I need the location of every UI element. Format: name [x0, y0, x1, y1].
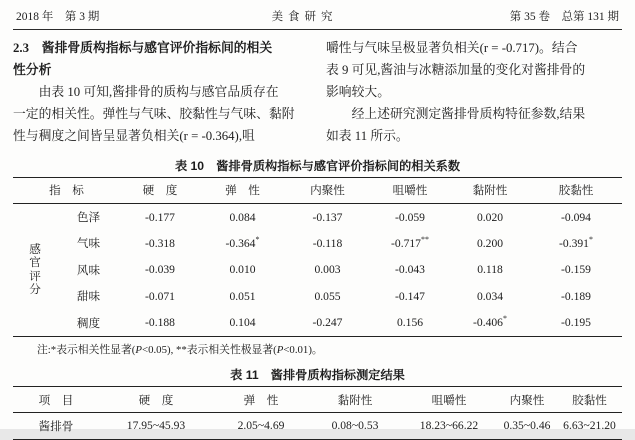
paragraph-line: 由表 10 可知,酱排骨的质构与感官品质存在 [13, 84, 279, 99]
table11-column-header: 内聚性 [497, 386, 557, 412]
table11-cell: 酱排骨 [38, 419, 74, 433]
section-heading-line: 2.3 酱排骨质构指标与感官评价指标间的相关 [13, 41, 273, 55]
table11-column-header: 硬 度 [99, 386, 213, 412]
table11-title: 表 11 酱排骨质构指标测定结果 [230, 367, 405, 382]
table10-row [13, 203, 622, 230]
journal-title: 美食研究 [271, 11, 338, 23]
significance-marker: * [588, 235, 593, 245]
table10-cell [285, 203, 370, 230]
correlation-value: -0.318 [145, 236, 175, 250]
correlation-value: 0.055 [314, 289, 341, 303]
table10-cell [530, 257, 622, 283]
table10-cell [285, 309, 370, 336]
table11-cell: 17.95~45.93 [126, 419, 186, 433]
table10-cell [120, 257, 200, 283]
correlation-value: 0.104 [229, 316, 256, 330]
correlation-value: -0.717 [391, 236, 421, 250]
table10-column-header: 黏附性 [450, 177, 530, 203]
table10-row [13, 230, 622, 256]
table10-column-header: 内聚性 [285, 177, 370, 203]
correlation-value: -0.059 [395, 210, 425, 224]
table10-cell [285, 230, 370, 256]
note-text: 注:*表示相关性显著( [37, 343, 136, 356]
table10-cell [530, 309, 622, 336]
correlation-value: -0.247 [312, 316, 343, 330]
journal-issue-left: 2018 年 第 3 期 [16, 11, 100, 23]
table11-cell: 0.08~0.53 [331, 419, 379, 433]
table10-row [13, 309, 622, 336]
table10-cell [200, 257, 285, 283]
journal-issue-right: 第 35 卷 总第 131 期 [509, 11, 619, 23]
table10-correlation-table [13, 177, 622, 337]
correlation-value: -0.159 [561, 263, 591, 277]
correlation-value: 0.084 [229, 210, 256, 224]
table10-cell [530, 230, 622, 256]
table11-column-header: 黏附性 [309, 386, 401, 412]
body-columns [13, 38, 622, 148]
left-column [13, 38, 309, 148]
table11-column-header: 弹 性 [213, 386, 309, 412]
table10-cell [370, 257, 450, 283]
section-heading-line: 性分析 [13, 62, 52, 77]
correlation-value: -0.094 [561, 210, 591, 224]
paragraph-line: 如表 11 所示。 [326, 128, 409, 143]
row-group-char: 官 [29, 256, 41, 270]
table10-row-label: 气味 [76, 237, 101, 251]
table10-cell [530, 203, 622, 230]
note-p-symbol: P [135, 343, 142, 356]
correlation-value: -0.137 [312, 210, 343, 224]
table10-cell [120, 283, 200, 309]
table10-cell [370, 309, 450, 336]
correlation-value: -0.043 [395, 263, 425, 277]
table10-cell [370, 283, 450, 309]
correlation-value: -0.118 [312, 236, 343, 250]
table10-cell [285, 283, 370, 309]
paragraph-line: 嚼性与气味呈极显著负相关(r = -0.717)。结合 [326, 41, 578, 55]
note-text: <0.01)。 [283, 343, 323, 356]
correlation-value: 0.156 [396, 316, 424, 330]
table11-row [13, 413, 622, 439]
table10-column-header: 胶黏性 [530, 177, 622, 203]
significance-marker: * [255, 235, 260, 245]
table10-cell [450, 283, 530, 309]
table11-column-header: 咀嚼性 [401, 386, 497, 412]
note-text: <0.05), **表示相关性极显著( [141, 343, 277, 356]
correlation-value: -0.189 [561, 289, 591, 303]
paragraph-line: 性与稠度之间皆呈显著负相关(r = -0.364),咀 [13, 128, 255, 143]
table11-measurement-table [13, 386, 622, 440]
correlation-value: 0.010 [229, 263, 256, 277]
correlation-value: 0.020 [476, 210, 504, 224]
correlation-value: 0.118 [477, 263, 503, 277]
table11-cell: 18.23~66.22 [419, 419, 479, 433]
table10-cell [120, 230, 200, 256]
table10-column-header: 硬 度 [120, 177, 200, 203]
table10-title: 表 10 酱排骨质构指标与感官评价指标间的相关系数 [174, 158, 461, 173]
significance-marker: * [502, 314, 507, 324]
correlation-value: -0.071 [145, 289, 175, 303]
correlation-value: 0.003 [314, 263, 341, 277]
table10-header-row [13, 177, 622, 203]
table10-row-label: 稠度 [76, 316, 101, 330]
table11-column-header: 胶黏性 [557, 386, 622, 412]
table10-row-label: 风味 [76, 263, 101, 277]
note-p-symbol: P [276, 343, 284, 356]
journal-running-head [13, 6, 622, 30]
correlation-value: 0.200 [476, 236, 504, 250]
table10-row-label: 甜味 [76, 290, 101, 304]
correlation-value: 0.034 [476, 289, 504, 303]
table10-header-group: 指 标 [13, 177, 120, 203]
table10-cell [370, 203, 450, 230]
correlation-value: -0.391 [559, 236, 589, 250]
table10-cell [450, 203, 530, 230]
correlation-value: 0.051 [229, 289, 256, 303]
paragraph-line: 影响较大。 [326, 84, 390, 99]
table10-cell [120, 309, 200, 336]
table11-head [13, 386, 622, 412]
table10-cell [120, 203, 200, 230]
table10-cell [450, 257, 530, 283]
table10-cell [200, 203, 285, 230]
table10-column-header: 咀嚼性 [370, 177, 450, 203]
table10-cell [200, 283, 285, 309]
table10-cell [200, 230, 285, 256]
table10-cell [530, 283, 622, 309]
table10-column-header: 弹 性 [200, 177, 285, 203]
table10-note [37, 342, 622, 357]
table10-head [13, 177, 622, 203]
table10-cell [370, 230, 450, 256]
paragraph-line: 经上述研究测定酱排骨质构特征参数,结果 [326, 106, 586, 121]
table11-column-header: 项 目 [13, 386, 99, 412]
correlation-value: -0.364 [225, 236, 256, 250]
table10-row-label: 色泽 [76, 211, 101, 225]
table11-header-row [13, 386, 622, 412]
correlation-value: -0.406 [473, 316, 503, 330]
paragraph-line: 表 9 可见,酱油与冰糖添加量的变化对酱排骨的 [326, 62, 586, 77]
table11-cell: 2.05~4.69 [237, 419, 285, 433]
correlation-value: -0.195 [561, 316, 591, 330]
table11-cell: 6.63~21.20 [563, 419, 616, 433]
correlation-value: -0.188 [145, 316, 175, 330]
table10-row-group-label [13, 203, 57, 336]
table10-cell [285, 257, 370, 283]
right-column [326, 38, 622, 148]
table10-cell [200, 309, 285, 336]
table10-cell [450, 309, 530, 336]
table10-row [13, 257, 622, 283]
table10-cell [450, 230, 530, 256]
row-group-char: 分 [29, 283, 41, 297]
table11-cell: 0.35~0.46 [503, 419, 551, 433]
table10-row [13, 283, 622, 309]
row-group-char: 感 [29, 242, 41, 256]
correlation-value: -0.039 [145, 263, 175, 277]
paragraph-line: 一定的相关性。弹性与气味、胶黏性与气味、黏附 [13, 106, 295, 121]
correlation-value: -0.147 [395, 289, 425, 303]
row-group-char: 评 [29, 269, 41, 283]
correlation-value: -0.177 [145, 210, 175, 224]
significance-marker: ** [420, 235, 429, 245]
